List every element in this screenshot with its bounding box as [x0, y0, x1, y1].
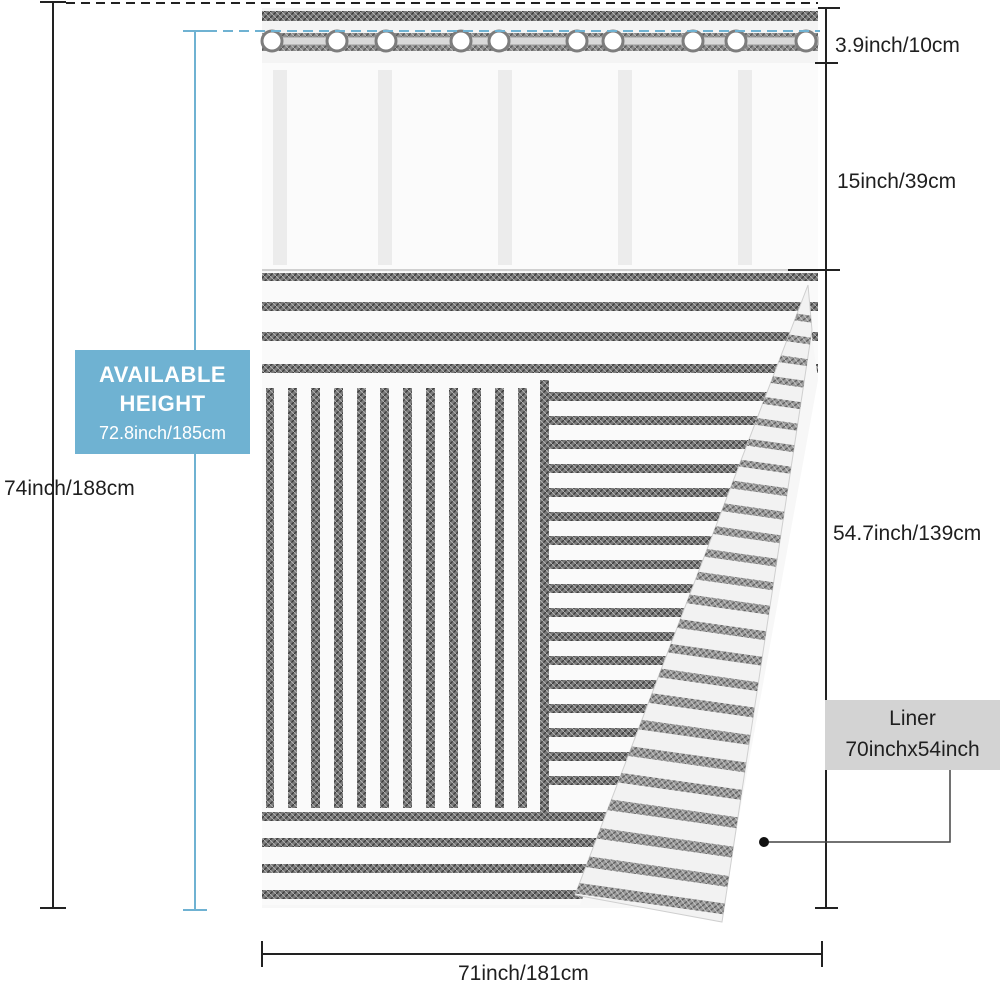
liner-callout-line — [764, 770, 950, 842]
top-header-dimension: 3.9inch/10cm — [835, 34, 960, 57]
liner-callout-dot — [759, 837, 769, 847]
width-dimension: 71inch/181cm — [458, 962, 589, 985]
total-height-dimension: 74inch/188cm — [4, 477, 135, 500]
available-height-line2: HEIGHT — [119, 391, 206, 416]
liner-badge — [825, 700, 1000, 770]
lower-panel-dimension: 54.7inch/139cm — [833, 522, 982, 545]
available-height-value: 72.8inch/185cm — [98, 423, 227, 443]
available-height-badge — [75, 350, 250, 454]
right-dimension-line — [788, 8, 840, 908]
window-dimension: 15inch/39cm — [837, 170, 957, 193]
available-height-line1: AVAILABLE — [98, 362, 227, 387]
total-height-line — [40, 2, 66, 908]
liner-size: 70inchx54inch — [845, 738, 980, 761]
liner-title: Liner — [889, 707, 936, 730]
available-height-line — [183, 31, 820, 910]
